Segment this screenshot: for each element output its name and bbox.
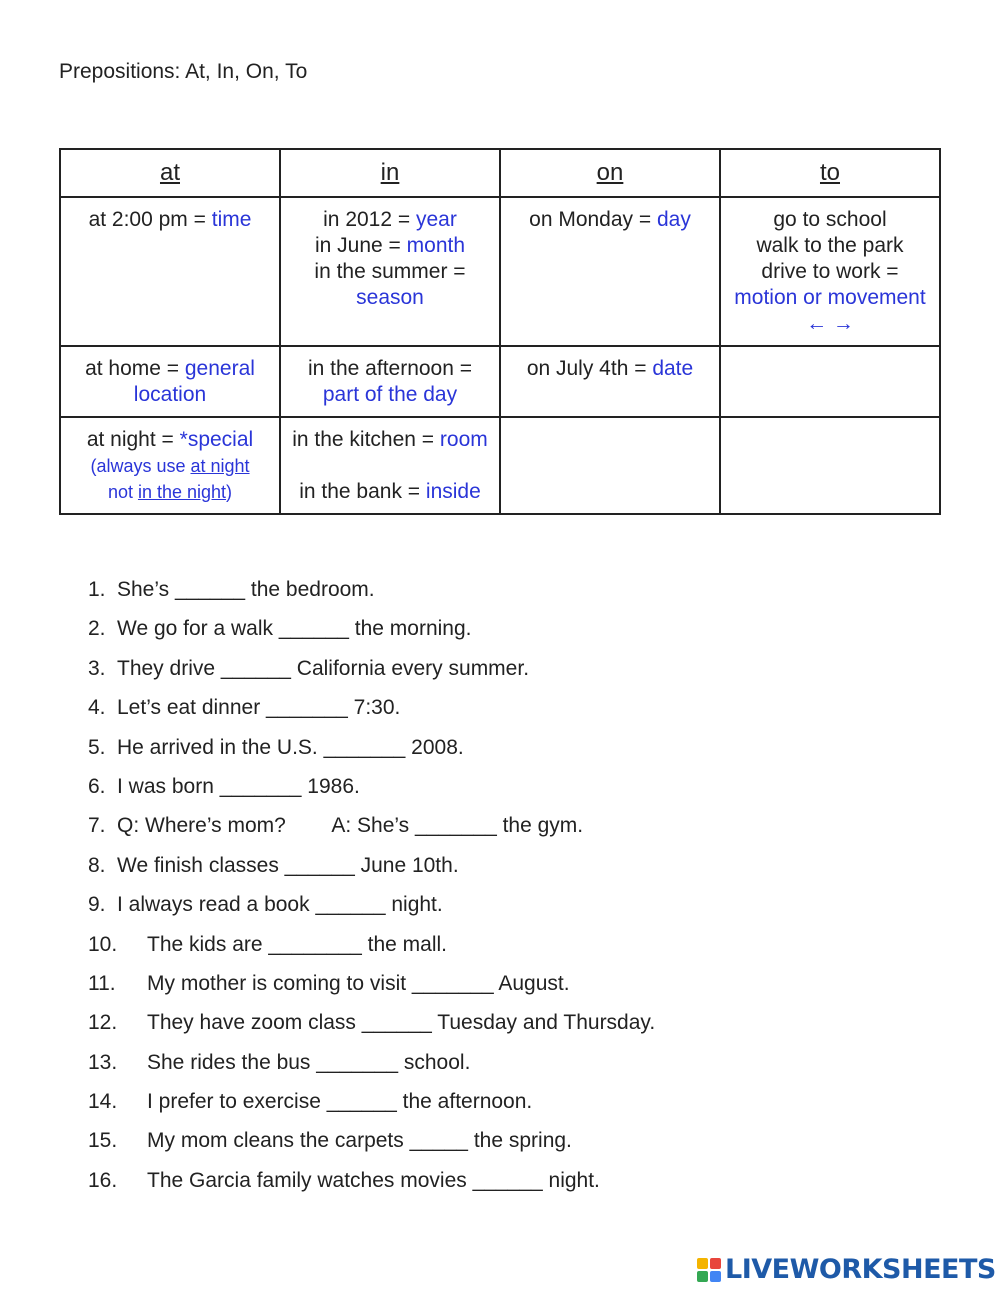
category-label: season (356, 286, 424, 309)
category-label: inside (425, 480, 481, 503)
example-text: in the kitchen = (292, 428, 440, 451)
cell-on-empty (500, 417, 720, 514)
category-label: *special (179, 428, 254, 451)
exercise-text: She’s ______ the bedroom. (117, 578, 375, 601)
cell-on-day (500, 197, 720, 346)
table-header-row (60, 149, 940, 197)
example-text: on Monday = (529, 208, 657, 231)
exercise-text: I prefer to exercise ______ the afternoon. (147, 1090, 533, 1114)
example-text: drive to work = (761, 260, 899, 283)
exercise-item (88, 653, 655, 692)
header-at: at (60, 149, 280, 197)
exercise-number: 2. (88, 617, 106, 641)
exercise-text: I was born _______ 1986. (117, 774, 360, 798)
logo-text: LIVEWORKSHEETS (725, 1254, 996, 1285)
example-text: at home = (85, 357, 185, 380)
logo-block (710, 1271, 721, 1282)
cell-at-location (60, 346, 280, 417)
prepositions-table (59, 148, 941, 515)
table-row (60, 417, 940, 514)
exercise-item (88, 850, 655, 889)
exercise-item (88, 613, 655, 652)
exercise-item (88, 1047, 655, 1086)
cell-at-special (60, 417, 280, 514)
exercise-item (88, 1086, 655, 1125)
exercise-number: 11. (88, 971, 116, 995)
exercise-text: I always read a book ______ night. (117, 893, 443, 917)
exercise-item (88, 1165, 655, 1204)
logo-blocks-icon (697, 1258, 721, 1282)
category-label: day (656, 208, 691, 231)
exercise-item (88, 574, 655, 613)
exercise-number: 15. (88, 1129, 118, 1153)
cell-at-time (60, 197, 280, 346)
exercise-number: 9. (88, 893, 106, 917)
exercise-item (88, 771, 655, 810)
category-label: year (415, 208, 457, 231)
table-row (60, 197, 940, 346)
usage-note: (always use at night not in the night) (90, 456, 250, 502)
exercise-item (88, 692, 655, 731)
example-text: at night = (86, 428, 180, 451)
cell-in-place (280, 417, 500, 514)
exercise-text: We finish classes ______ June 10th. (117, 853, 459, 877)
example-text: on July 4th = (526, 357, 653, 380)
header-in: in (280, 149, 500, 197)
exercise-number: 8. (88, 853, 106, 877)
exercise-item (88, 1007, 655, 1046)
page-title: Prepositions: At, In, On, To (59, 60, 308, 83)
cell-in-part-of-day (280, 346, 500, 417)
example-text: walk to the park (756, 234, 904, 257)
exercise-text: He arrived in the U.S. _______ 2008. (117, 735, 464, 759)
cell-to-motion (720, 197, 940, 346)
exercise-number: 6. (88, 774, 106, 798)
cell-to-empty (720, 346, 940, 417)
arrows-icon: ← → (806, 312, 854, 335)
exercise-text: They drive ______ California every summer. (117, 656, 530, 680)
exercise-item (88, 1125, 655, 1164)
logo-block (697, 1258, 708, 1269)
exercise-text: The Garcia family watches movies ______ night. (147, 1168, 600, 1192)
exercise-list (88, 574, 655, 1204)
example-text: in June = (314, 234, 407, 257)
category-label: month (406, 234, 466, 257)
exercise-text: Let’s eat dinner _______ 7:30. (117, 696, 401, 720)
cell-on-date (500, 346, 720, 417)
category-label: general location (133, 357, 255, 406)
logo-block (697, 1271, 708, 1282)
example-text: go to school (773, 208, 887, 231)
exercise-text: My mom cleans the carpets _____ the spring. (147, 1129, 572, 1153)
category-label: part of the day (322, 383, 458, 406)
example-text: in the afternoon = (307, 357, 473, 380)
category-label: motion or movement (734, 286, 926, 309)
exercise-text: We go for a walk ______ the morning. (117, 617, 472, 641)
category-label: date (652, 357, 694, 380)
header-on: on (500, 149, 720, 197)
exercise-item (88, 810, 655, 849)
example-text: in the summer = (314, 260, 466, 283)
exercise-number: 16. (88, 1168, 118, 1192)
exercise-text: Q: Where’s mom? A: She’s _______ the gym. (117, 814, 584, 838)
exercise-number: 13. (88, 1050, 118, 1074)
table-row (60, 346, 940, 417)
exercise-number: 12. (88, 1011, 118, 1035)
logo-block (710, 1258, 721, 1269)
category-label: room (439, 428, 488, 451)
category-label: time (211, 208, 252, 231)
example-text: in 2012 = (323, 208, 416, 231)
example-text: in the bank = (299, 480, 426, 503)
exercise-number: 4. (88, 696, 106, 720)
liveworksheets-logo[interactable] (697, 1254, 996, 1285)
cell-to-empty (720, 417, 940, 514)
cell-in-time (280, 197, 500, 346)
exercise-number: 10. (88, 932, 118, 956)
exercise-number: 5. (88, 735, 106, 759)
example-text: at 2:00 pm = (88, 208, 212, 231)
exercise-number: 3. (88, 656, 106, 680)
exercise-item (88, 929, 655, 968)
exercise-item (88, 889, 655, 928)
exercise-text: My mother is coming to visit _______ August. (147, 971, 570, 995)
exercise-item (88, 968, 655, 1007)
exercise-number: 14. (88, 1090, 118, 1114)
exercise-text: She rides the bus _______ school. (147, 1050, 471, 1074)
header-to: to (720, 149, 940, 197)
exercise-item (88, 732, 655, 771)
exercise-number: 7. (88, 814, 106, 838)
exercise-text: They have zoom class ______ Tuesday and Thursday. (147, 1011, 656, 1035)
exercise-text: The kids are ________ the mall. (147, 932, 448, 956)
exercise-number: 1. (88, 578, 106, 601)
